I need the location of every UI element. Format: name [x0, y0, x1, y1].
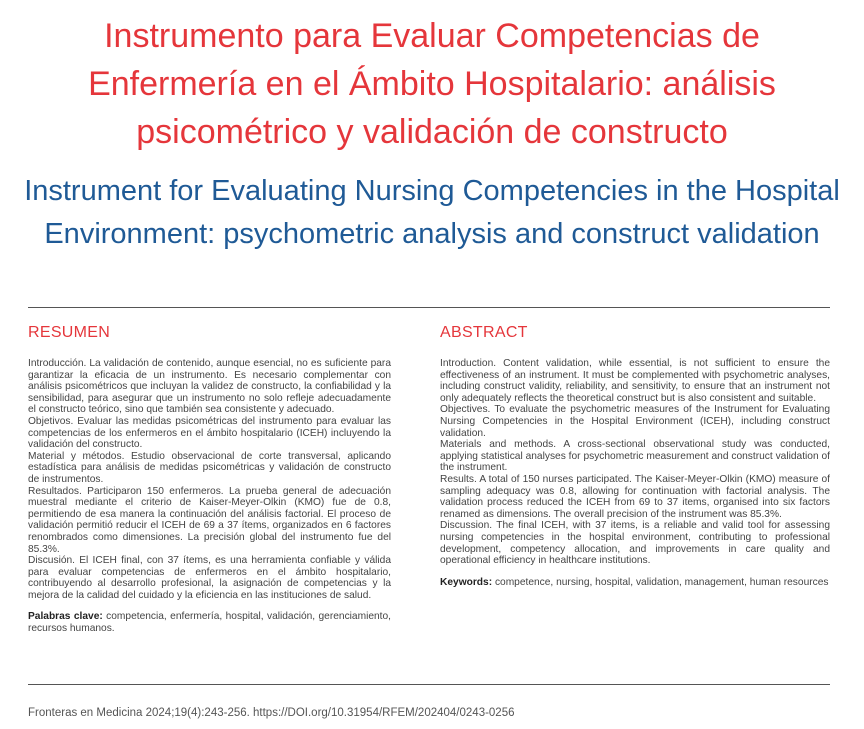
resumen-objetivos: Objetivos. Evaluar las medidas psicométricas del instrumento para evaluar las competencias de los enfermeros en el ámbito hospitalario (ICEH) incluyendo la validación del constructo. — [28, 415, 391, 451]
title-english: Instrument for Evaluating Nursing Competencies in the Hospital Environment: psychometric analysis and construct validation — [24, 175, 840, 250]
citation-footer: Fronteras en Medicina 2024;19(4):243-256. https://DOI.org/10.31954/RFEM/202404/0243-0256 — [28, 707, 515, 719]
title-spanish: Instrumento para Evaluar Competencias de Enfermería en el Ámbito Hospitalario: análisis psicométrico y validación de constructo — [88, 17, 776, 151]
abstract-discussion: Discussion. The final ICEH, with 37 items, is a reliable and valid tool for assessing nursing competencies in the hospital environment, contributing to professional development, competency allocation, and improvements in care quality and operational efficiency in healthcare institutions. — [440, 520, 830, 567]
abstract-heading: ABSTRACT — [440, 324, 528, 341]
resumen-heading: RESUMEN — [28, 324, 111, 341]
resumen-section — [28, 320, 391, 635]
resumen-metodos: Material y métodos. Estudio observacional de corte transversal, aplicando estadística para análisis de medidas psicométricas y validación de constructo de instrumentos. — [28, 450, 391, 485]
top-divider — [28, 307, 830, 308]
resumen-discusion: Discusión. El ICEH final, con 37 ítems, es una herramienta confiable y válida para evaluar competencias de enfermeros en el ámbito hospitalario, contribuyendo al desarrollo profesional, la asignación de competencias y la mejora de la calidad del cuidado y la eficiencia en las instituciones de salud. — [28, 555, 391, 601]
resumen-keywords-label: Palabras clave: — [28, 611, 103, 623]
abstract-keywords-list: competence, nursing, hospital, validation, management, human resources — [494, 576, 829, 588]
abstract-results: Results. A total of 150 nurses participated. The Kaiser-Meyer-Olkin (KMO) measure of sampling adequacy was 0.8, allowing for continuation with factorial analysis. The validation process reduced the ICEH from 69 to 37 items, organised into six factors renamed as dimensions. The overall precision of the instrument was 85.3%. — [440, 473, 830, 520]
abstract-introduction: Introduction. Content validation, while essential, is not sufficient to ensure the effectiveness of an instrument. It must be complemented with psychometric analyses, including construct validity, reliability, and sensitivity, to ensure that an instrument not only adequately reflects the theoretical construct but is also consistent and suitable. — [440, 358, 830, 404]
resumen-keywords — [28, 611, 391, 634]
bottom-divider — [28, 684, 830, 685]
resumen-introduccion: Introducción. La validación de contenido, aunque esencial, no es suficiente para garantizar la eficacia de un instrumento. Es necesario complementar con análisis psicométricos que incluyan la validez de constructo, la confiabilidad y la sensibilidad, para asegurar que un instrumento no solo refleje adecuadamente el constructo teórico, sino que también sea consistente y adecuado. — [28, 358, 391, 416]
abstract-keywords-label: Keywords: — [440, 576, 493, 588]
abstract-objectives: Objectives. To evaluate the psychometric measures of the Instrument for Evaluating Nursing Competencies in the Hospital Environment (ICEH), including construct validation. — [440, 404, 830, 439]
abstract-keywords — [440, 577, 830, 589]
resumen-keywords-list: competencia, enfermería, hospital, validación, gerenciamiento, recursos humanos. — [28, 611, 391, 635]
abstract-methods: Materials and methods. A cross-sectional observational study was conducted, applying statistical analyses for psychometric measurement and construct validation of the instrument. — [440, 439, 830, 474]
abstract-section — [440, 320, 830, 588]
resumen-resultados: Resultados. Participaron 150 enfermeros. La prueba general de adecuación muestral mediante el criterio de Kaiser-Meyer-Olkin (KMO) fue de 0.8, permitiendo de esa manera la continuación del análisis factorial. El proceso de validación permitió reducir el ICEH de 69 a 37 ítems, organizados en 6 factores renombrados como dimensiones. La precisión global del instrumento fue del 85.3%. — [28, 485, 391, 555]
